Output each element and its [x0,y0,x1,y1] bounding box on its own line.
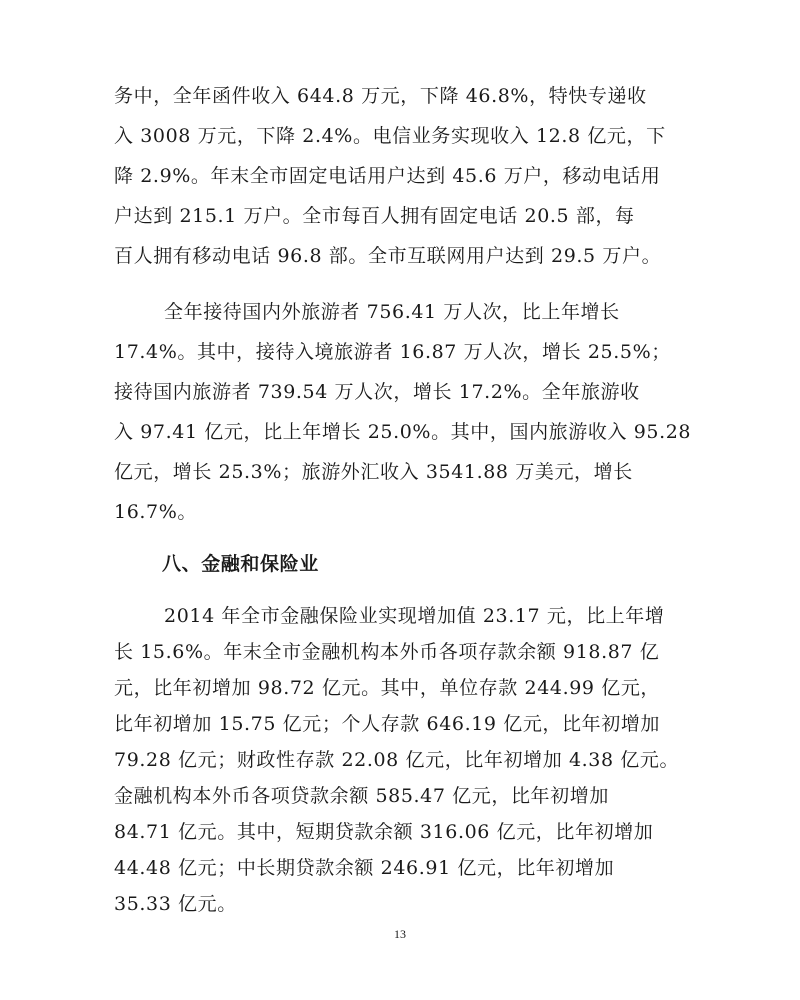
paragraph-1-line-1: 务中，全年函件收入 644.8 万元，下降 46.8%，特快专递收 [114,85,647,107]
paragraph-1-line-4: 户达到 215.1 万户。全市每百人拥有固定电话 20.5 部，每 [114,205,635,227]
paragraph-1-line-2: 入 3008 万元，下降 2.4%。电信业务实现收入 12.8 亿元，下 [114,125,666,147]
paragraph-1-line-3: 降 2.9%。年末全市固定电话用户达到 45.6 万户，移动电话用 [114,165,661,187]
paragraph-2-line-3: 接待国内旅游者 739.54 万人次，增长 17.2%。全年旅游收 [114,381,640,403]
paragraph-3-line-8: 44.48 亿元；中长期贷款余额 246.91 亿元，比年初增加 [114,857,615,879]
paragraph-3-line-4: 比年初增加 15.75 亿元；个人存款 646.19 亿元，比年初增加 [114,713,661,735]
page-number: 13 [394,927,406,941]
paragraph-2-line-5: 亿元，增长 25.3%；旅游外汇收入 3541.88 万美元，增长 [114,461,633,483]
paragraph-3-line-6: 金融机构本外币各项贷款余额 585.47 亿元，比年初增加 [114,785,609,807]
section-heading: 八、金融和保险业 [162,553,319,575]
paragraph-2-line-1: 全年接待国内外旅游者 756.41 万人次，比上年增长 [164,301,620,323]
paragraph-2-line-4: 入 97.41 亿元，比上年增长 25.0%。其中，国内旅游收入 95.28 [114,421,692,443]
paragraph-3-line-1: 2014 年全市金融保险业实现增加值 23.17 元，比上年增 [164,605,665,627]
paragraph-3-line-5: 79.28 亿元；财政性存款 22.08 亿元，比年初增加 4.38 亿元。 [114,749,680,771]
paragraph-2-line-6: 16.7%。 [114,501,197,523]
paragraph-3-line-9: 35.33 亿元。 [114,893,237,915]
paragraph-3-line-7: 84.71 亿元。其中，短期贷款余额 316.06 亿元，比年初增加 [114,821,654,843]
paragraph-1-line-5: 百人拥有移动电话 96.8 部。全市互联网用户达到 29.5 万户。 [114,245,662,267]
paragraph-3-line-3: 元，比年初增加 98.72 亿元。其中，单位存款 244.99 亿元， [114,677,661,699]
paragraph-3-line-2: 长 15.6%。年末全市金融机构本外币各项存款余额 918.87 亿 [114,641,660,663]
paragraph-2-line-2: 17.4%。其中，接待入境旅游者 16.87 万人次，增长 25.5%； [114,341,671,363]
